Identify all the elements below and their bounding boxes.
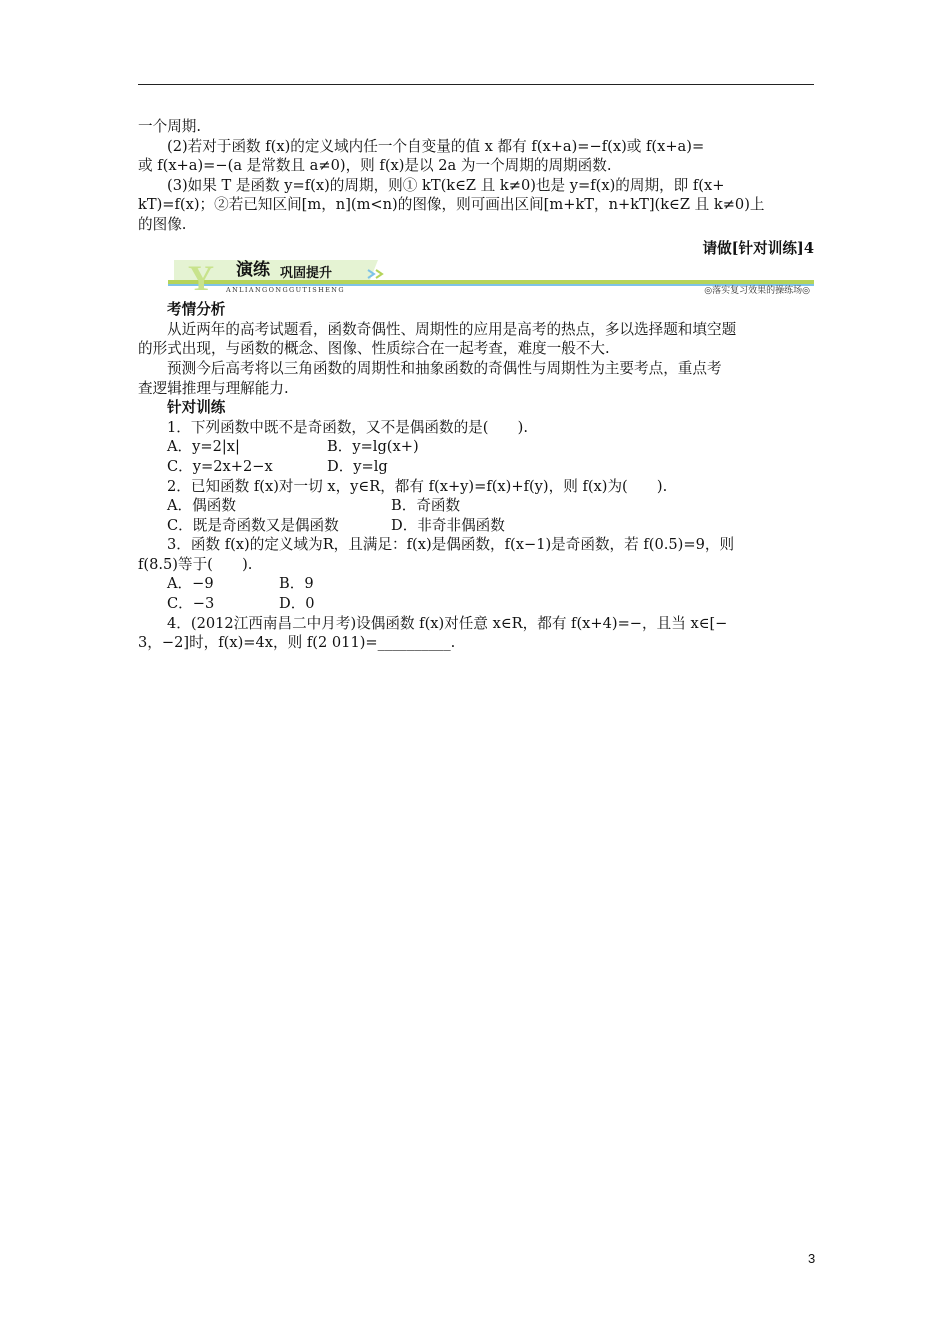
option-d: D．非奇非偶函数 bbox=[391, 516, 505, 534]
text-line: 或 f(x+a)=−(a 是常数且 a≠0)，则 f(x)是以 2a 为一个周期的周期函数. bbox=[138, 157, 612, 175]
option-row bbox=[138, 516, 814, 536]
text-line: 查逻辑推理与理解能力. bbox=[138, 379, 289, 397]
option-d: D．0 bbox=[279, 595, 315, 613]
question-4: 4．(2012江西南昌二中月考)设偶函数 f(x)对任意 x∈R，都有 f(x+4)=−，且当 x∈[− bbox=[167, 614, 728, 632]
text-line: 的形式出现，与函数的概念、图像、性质综合在一起考查，难度一般不大. bbox=[138, 340, 610, 358]
option-b: B．y=lg(x+) bbox=[327, 438, 419, 456]
section-heading: 针对训练 bbox=[167, 399, 226, 417]
text-line: 的图像. bbox=[138, 215, 187, 233]
option-c: C．−3 bbox=[167, 595, 215, 613]
text-line: kT)=f(x)；②若已知区间[m，n](m<n)的图像，则可画出区间[m+kT，n+kT](k∈Z 且 k≠0)上 bbox=[138, 196, 765, 214]
text-line: (3)如果 T 是函数 y=f(x)的周期，则① kT(k∈Z 且 k≠0)也是 y=f(x)的周期，即 f(x+ bbox=[167, 176, 725, 194]
header-rule bbox=[138, 84, 814, 85]
svg-text:Y: Y bbox=[188, 260, 214, 295]
text-line: 从近两年的高考试题看，函数奇偶性、周期性的应用是高考的热点，多以选择题和填空题 bbox=[167, 320, 737, 338]
banner-title: 演练 bbox=[236, 260, 270, 281]
option-b: B．奇函数 bbox=[391, 497, 461, 515]
question-2: 2．已知函数 f(x)对一切 x，y∈R，都有 f(x+y)=f(x)+f(y)，则 f(x)为( ). bbox=[167, 477, 668, 495]
text-line: 预测今后高考将以三角函数的周期性和抽象函数的奇偶性与周期性为主要考点，重点考 bbox=[167, 359, 722, 377]
section-heading: 考情分析 bbox=[167, 301, 226, 319]
document-body bbox=[138, 117, 814, 653]
option-a: A．−9 bbox=[167, 575, 214, 593]
option-b: B．9 bbox=[279, 575, 314, 593]
option-a: A．偶函数 bbox=[167, 497, 236, 515]
text-line: 一个周期. bbox=[138, 118, 202, 135]
banner-tagline: ◎落实复习效果的操练场◎ bbox=[704, 286, 810, 297]
text-line: 3，−2]时，f(x)=4x，则 f(2 011)=__________. bbox=[138, 634, 456, 652]
option-row bbox=[138, 437, 814, 457]
option-c: C．y=2x+2−x bbox=[167, 457, 273, 475]
option-d: D．y=lg bbox=[327, 457, 388, 475]
banner-subtitle: 巩固提升 bbox=[280, 266, 333, 282]
question-1: 1．下列函数中既不是奇函数，又不是偶函数的是( ). bbox=[167, 418, 528, 436]
text-line: (2)若对于函数 f(x)的定义域内任一个自变量的值 x 都有 f(x+a)=−f(x)或 f(x+a)= bbox=[167, 137, 705, 155]
option-row bbox=[138, 574, 814, 594]
option-c: C．既是奇函数又是偶函数 bbox=[167, 516, 339, 534]
option-a: A．y=2|x| bbox=[167, 438, 240, 456]
text-line: f(8.5)等于( ). bbox=[138, 555, 253, 573]
option-row bbox=[138, 496, 814, 516]
option-row bbox=[138, 594, 814, 614]
section-banner bbox=[138, 260, 814, 297]
exercise-reference: 请做[针对训练]4 bbox=[702, 239, 814, 257]
question-3: 3．函数 f(x)的定义域为R，且满足：f(x)是偶函数，f(x−1)是奇函数，若 f(0.5)=9，则 bbox=[167, 536, 735, 554]
page-number: 3 bbox=[808, 1251, 816, 1266]
banner-pinyin: ANLIANGONGGUTISHENG bbox=[226, 286, 345, 295]
option-row bbox=[138, 457, 814, 477]
